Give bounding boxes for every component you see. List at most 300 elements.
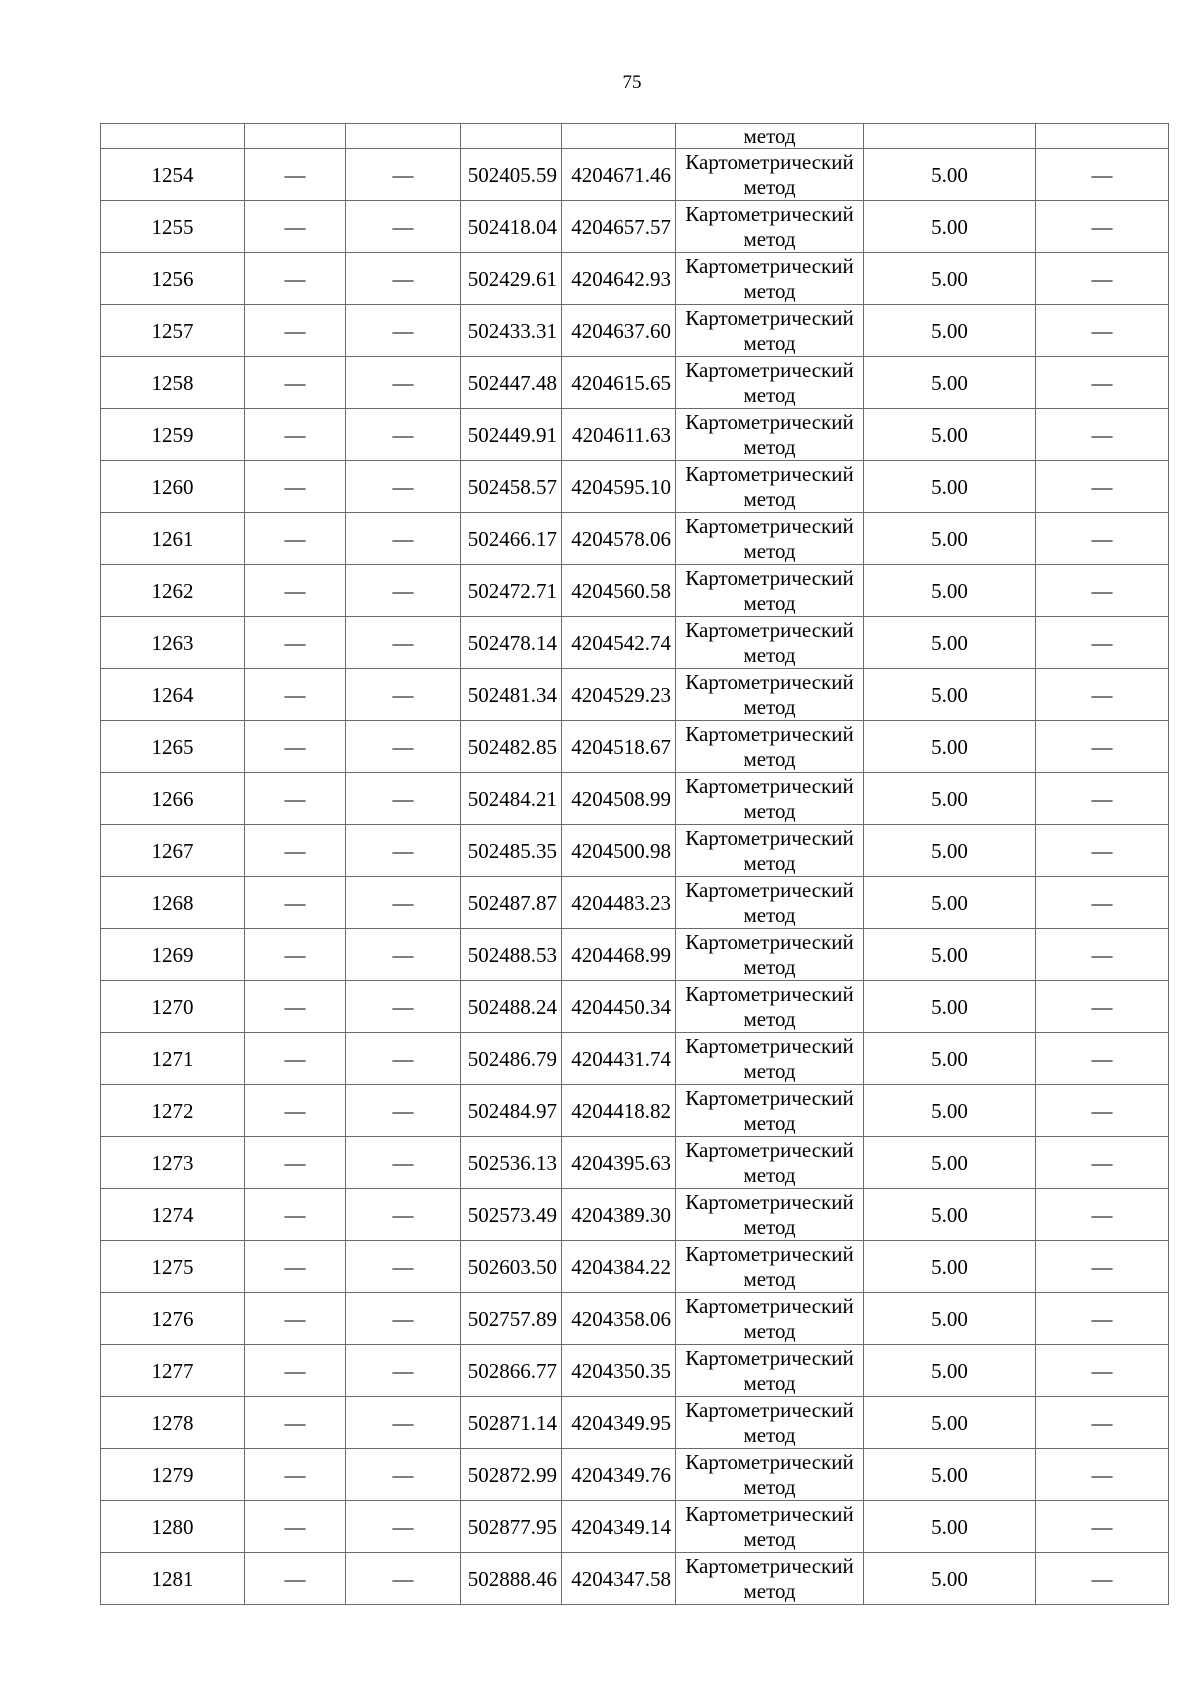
accuracy-cell: 5.00: [864, 1033, 1036, 1085]
method-line-1: Картометрический: [685, 929, 854, 954]
empty-value-cell: —: [1036, 721, 1169, 773]
y-coordinate-cell: 4204431.74: [562, 1033, 676, 1085]
empty-value-cell: —: [1036, 1085, 1169, 1137]
empty-value-cell: —: [346, 513, 461, 565]
y-coordinate-cell: 4204518.67: [562, 721, 676, 773]
empty-value-cell: —: [1036, 1397, 1169, 1449]
y-coordinate-cell: 4204611.63: [562, 409, 676, 461]
method-cell: [676, 1553, 864, 1605]
method-cell: [676, 1501, 864, 1553]
table-row: [101, 305, 1169, 357]
empty-value-cell: —: [346, 617, 461, 669]
point-number-cell: 1268: [101, 877, 245, 929]
method-line-1: Картометрический: [685, 1397, 854, 1422]
table-row: [101, 1293, 1169, 1345]
empty-value-cell: —: [1036, 929, 1169, 981]
method-line-2: метод: [743, 174, 796, 199]
empty-value-cell: —: [346, 981, 461, 1033]
table-row: [101, 929, 1169, 981]
empty-value-cell: —: [1036, 1345, 1169, 1397]
empty-value-cell: —: [1036, 825, 1169, 877]
point-number-cell: 1281: [101, 1553, 245, 1605]
empty-value-cell: —: [1036, 513, 1169, 565]
method-line-1: Картометрический: [685, 981, 854, 1006]
accuracy-cell: 5.00: [864, 1241, 1036, 1293]
method-cell: [676, 1085, 864, 1137]
empty-value-cell: —: [346, 149, 461, 201]
empty-value-cell: —: [245, 1293, 346, 1345]
method-line-2: метод: [743, 954, 796, 979]
x-coordinate-cell: 502481.34: [461, 669, 562, 721]
empty-value-cell: —: [245, 617, 346, 669]
point-number-cell: 1267: [101, 825, 245, 877]
method-cell: [676, 201, 864, 253]
method-line-2: метод: [743, 1162, 796, 1187]
method-line-2: метод: [743, 590, 796, 615]
point-number-cell: 1279: [101, 1449, 245, 1501]
point-number-cell: 1255: [101, 201, 245, 253]
point-number-cell: 1259: [101, 409, 245, 461]
table-row: [101, 669, 1169, 721]
x-coordinate-cell: 502573.49: [461, 1189, 562, 1241]
empty-value-cell: —: [346, 253, 461, 305]
method-line-2: метод: [743, 902, 796, 927]
accuracy-cell: 5.00: [864, 825, 1036, 877]
point-number-cell: 1254: [101, 149, 245, 201]
empty-value-cell: —: [245, 513, 346, 565]
point-number-cell: 1265: [101, 721, 245, 773]
empty-value-cell: —: [245, 669, 346, 721]
empty-value-cell: —: [346, 1553, 461, 1605]
accuracy-cell: 5.00: [864, 1137, 1036, 1189]
table-row: [101, 773, 1169, 825]
empty-value-cell: —: [1036, 981, 1169, 1033]
y-coordinate-cell: 4204468.99: [562, 929, 676, 981]
accuracy-cell: 5.00: [864, 461, 1036, 513]
method-cell: [676, 149, 864, 201]
method-line-2: метод: [743, 434, 796, 459]
empty-value-cell: —: [346, 1241, 461, 1293]
empty-value-cell: —: [1036, 357, 1169, 409]
method-cell: [676, 773, 864, 825]
method-line-2: метод: [743, 486, 796, 511]
x-coordinate-cell: 502603.50: [461, 1241, 562, 1293]
method-cell: [676, 565, 864, 617]
empty-value-cell: —: [245, 565, 346, 617]
empty-value-cell: —: [1036, 1189, 1169, 1241]
method-line-2: метод: [743, 1318, 796, 1343]
table-row: [101, 1137, 1169, 1189]
accuracy-cell: 5.00: [864, 409, 1036, 461]
empty-value-cell: —: [245, 201, 346, 253]
empty-value-cell: —: [346, 1189, 461, 1241]
x-coordinate-cell: 502485.35: [461, 825, 562, 877]
y-coordinate-cell: 4204560.58: [562, 565, 676, 617]
empty-value-cell: —: [1036, 1553, 1169, 1605]
method-line-1: Картометрический: [685, 1189, 854, 1214]
method-line-2: метод: [743, 538, 796, 563]
empty-value-cell: —: [245, 1345, 346, 1397]
method-cell: [676, 1345, 864, 1397]
table-row: [101, 409, 1169, 461]
point-number-cell: 1257: [101, 305, 245, 357]
accuracy-cell: 5.00: [864, 877, 1036, 929]
x-coordinate-cell: 502484.21: [461, 773, 562, 825]
accuracy-cell: 5.00: [864, 565, 1036, 617]
empty-value-cell: —: [346, 357, 461, 409]
table-cell: [1036, 124, 1169, 149]
empty-value-cell: —: [1036, 409, 1169, 461]
empty-value-cell: —: [245, 1501, 346, 1553]
method-line-2: метод: [743, 1110, 796, 1135]
empty-value-cell: —: [1036, 305, 1169, 357]
method-cell: [676, 877, 864, 929]
method-cell: [676, 929, 864, 981]
point-number-cell: 1263: [101, 617, 245, 669]
method-line-2: метод: [743, 1266, 796, 1291]
empty-value-cell: —: [1036, 201, 1169, 253]
empty-value-cell: —: [1036, 617, 1169, 669]
x-coordinate-cell: 502405.59: [461, 149, 562, 201]
method-line-1: Картометрический: [685, 617, 854, 642]
method-line-2: метод: [743, 330, 796, 355]
table-row: [101, 1033, 1169, 1085]
method-line-2: метод: [743, 226, 796, 251]
table-row: [101, 1553, 1169, 1605]
method-line-1: Картометрический: [685, 877, 854, 902]
empty-value-cell: —: [346, 1293, 461, 1345]
method-line-1: Картометрический: [685, 1345, 854, 1370]
empty-value-cell: —: [346, 877, 461, 929]
method-line-1: Картометрический: [685, 773, 854, 798]
method-cell: [676, 1137, 864, 1189]
empty-value-cell: —: [346, 201, 461, 253]
empty-value-cell: —: [346, 1449, 461, 1501]
method-cell: [676, 1241, 864, 1293]
x-coordinate-cell: 502482.85: [461, 721, 562, 773]
point-number-cell: 1278: [101, 1397, 245, 1449]
y-coordinate-cell: 4204642.93: [562, 253, 676, 305]
table-cell: [346, 124, 461, 149]
empty-value-cell: —: [346, 409, 461, 461]
empty-value-cell: —: [1036, 773, 1169, 825]
coordinates-table: [100, 123, 1169, 1605]
empty-value-cell: —: [1036, 253, 1169, 305]
empty-value-cell: —: [346, 1137, 461, 1189]
x-coordinate-cell: 502872.99: [461, 1449, 562, 1501]
method-cell: [676, 357, 864, 409]
accuracy-cell: 5.00: [864, 981, 1036, 1033]
empty-value-cell: —: [1036, 1033, 1169, 1085]
accuracy-cell: 5.00: [864, 305, 1036, 357]
empty-value-cell: —: [245, 1241, 346, 1293]
point-number-cell: 1274: [101, 1189, 245, 1241]
y-coordinate-cell: 4204384.22: [562, 1241, 676, 1293]
point-number-cell: 1260: [101, 461, 245, 513]
point-number-cell: 1256: [101, 253, 245, 305]
empty-value-cell: —: [1036, 1293, 1169, 1345]
table-row: [101, 149, 1169, 201]
empty-value-cell: —: [245, 149, 346, 201]
empty-value-cell: —: [245, 253, 346, 305]
y-coordinate-cell: 4204347.58: [562, 1553, 676, 1605]
x-coordinate-cell: 502536.13: [461, 1137, 562, 1189]
empty-value-cell: —: [245, 773, 346, 825]
method-line-2: метод: [743, 1370, 796, 1395]
x-coordinate-cell: 502447.48: [461, 357, 562, 409]
empty-value-cell: —: [245, 1449, 346, 1501]
x-coordinate-cell: 502487.87: [461, 877, 562, 929]
empty-value-cell: —: [245, 1033, 346, 1085]
y-coordinate-cell: 4204508.99: [562, 773, 676, 825]
method-line-1: Картометрический: [685, 409, 854, 434]
point-number-cell: 1272: [101, 1085, 245, 1137]
x-coordinate-cell: 502871.14: [461, 1397, 562, 1449]
method-line-1: Картометрический: [685, 201, 854, 226]
accuracy-cell: 5.00: [864, 253, 1036, 305]
empty-value-cell: —: [1036, 877, 1169, 929]
method-line-1: Картометрический: [685, 149, 854, 174]
accuracy-cell: 5.00: [864, 1501, 1036, 1553]
x-coordinate-cell: 502472.71: [461, 565, 562, 617]
table-row: [101, 1345, 1169, 1397]
x-coordinate-cell: 502484.97: [461, 1085, 562, 1137]
y-coordinate-cell: 4204578.06: [562, 513, 676, 565]
x-coordinate-cell: 502486.79: [461, 1033, 562, 1085]
empty-value-cell: —: [1036, 1501, 1169, 1553]
method-cell: [676, 721, 864, 773]
empty-value-cell: —: [346, 1397, 461, 1449]
method-cell: [676, 1449, 864, 1501]
empty-value-cell: —: [346, 1345, 461, 1397]
method-line-2: метод: [743, 1422, 796, 1447]
method-line-1: Картометрический: [685, 721, 854, 746]
method-line-1: Картометрический: [685, 305, 854, 330]
empty-value-cell: —: [1036, 461, 1169, 513]
method-line-1: Картометрический: [685, 1241, 854, 1266]
empty-value-cell: —: [346, 305, 461, 357]
accuracy-cell: 5.00: [864, 1293, 1036, 1345]
y-coordinate-cell: 4204529.23: [562, 669, 676, 721]
table-row: [101, 1085, 1169, 1137]
method-line-1: Картометрический: [685, 669, 854, 694]
accuracy-cell: 5.00: [864, 1345, 1036, 1397]
x-coordinate-cell: 502877.95: [461, 1501, 562, 1553]
empty-value-cell: —: [346, 825, 461, 877]
empty-value-cell: —: [1036, 149, 1169, 201]
accuracy-cell: 5.00: [864, 1553, 1036, 1605]
method-line-2: метод: [743, 1526, 796, 1551]
table-row: [101, 253, 1169, 305]
empty-value-cell: —: [1036, 565, 1169, 617]
accuracy-cell: 5.00: [864, 1449, 1036, 1501]
y-coordinate-cell: 4204657.57: [562, 201, 676, 253]
empty-value-cell: —: [245, 461, 346, 513]
table-cell: [562, 124, 676, 149]
method-line-2: метод: [743, 1474, 796, 1499]
table-row: [101, 617, 1169, 669]
empty-value-cell: —: [346, 773, 461, 825]
y-coordinate-cell: 4204418.82: [562, 1085, 676, 1137]
table-row: [101, 1449, 1169, 1501]
table-row: [101, 877, 1169, 929]
method-line-1: Картометрический: [685, 1033, 854, 1058]
table-row: [101, 1189, 1169, 1241]
method-cell: [676, 825, 864, 877]
point-number-cell: 1271: [101, 1033, 245, 1085]
x-coordinate-cell: 502466.17: [461, 513, 562, 565]
empty-value-cell: —: [245, 981, 346, 1033]
accuracy-cell: 5.00: [864, 149, 1036, 201]
empty-value-cell: —: [346, 1033, 461, 1085]
accuracy-cell: 5.00: [864, 357, 1036, 409]
method-line-1: Картометрический: [685, 357, 854, 382]
method-line-1: Картометрический: [685, 565, 854, 590]
method-line-1: Картометрический: [685, 461, 854, 486]
method-line-1: Картометрический: [685, 1293, 854, 1318]
y-coordinate-cell: 4204349.76: [562, 1449, 676, 1501]
table-row: [101, 981, 1169, 1033]
table-body: [101, 124, 1169, 1605]
table-row: [101, 201, 1169, 253]
empty-value-cell: —: [245, 409, 346, 461]
accuracy-cell: 5.00: [864, 201, 1036, 253]
method-line-2: метод: [743, 746, 796, 771]
y-coordinate-cell: 4204542.74: [562, 617, 676, 669]
x-coordinate-cell: 502433.31: [461, 305, 562, 357]
empty-value-cell: —: [245, 357, 346, 409]
table-row: [101, 721, 1169, 773]
x-coordinate-cell: 502429.61: [461, 253, 562, 305]
table-cell: [864, 124, 1036, 149]
method-cell: [676, 1293, 864, 1345]
y-coordinate-cell: 4204395.63: [562, 1137, 676, 1189]
method-cell: метод: [676, 124, 864, 149]
method-line-2: метод: [743, 1058, 796, 1083]
table-cell: [245, 124, 346, 149]
method-line-1: Картометрический: [685, 1085, 854, 1110]
x-coordinate-cell: 502458.57: [461, 461, 562, 513]
y-coordinate-cell: 4204483.23: [562, 877, 676, 929]
method-line-1: Картометрический: [685, 253, 854, 278]
method-line-2: метод: [743, 694, 796, 719]
empty-value-cell: —: [346, 721, 461, 773]
y-coordinate-cell: 4204595.10: [562, 461, 676, 513]
method-line-2: метод: [743, 1006, 796, 1031]
empty-value-cell: —: [245, 1189, 346, 1241]
method-cell: [676, 513, 864, 565]
empty-value-cell: —: [346, 565, 461, 617]
x-coordinate-cell: 502418.04: [461, 201, 562, 253]
method-line-2: метод: [743, 278, 796, 303]
x-coordinate-cell: 502888.46: [461, 1553, 562, 1605]
method-cell: [676, 1397, 864, 1449]
empty-value-cell: —: [245, 1085, 346, 1137]
y-coordinate-cell: 4204349.14: [562, 1501, 676, 1553]
point-number-cell: 1266: [101, 773, 245, 825]
empty-value-cell: —: [1036, 1137, 1169, 1189]
empty-value-cell: —: [346, 929, 461, 981]
table-row: [101, 461, 1169, 513]
x-coordinate-cell: 502478.14: [461, 617, 562, 669]
method-cell: [676, 1189, 864, 1241]
x-coordinate-cell: 502757.89: [461, 1293, 562, 1345]
accuracy-cell: 5.00: [864, 929, 1036, 981]
point-number-cell: 1273: [101, 1137, 245, 1189]
point-number-cell: 1262: [101, 565, 245, 617]
x-coordinate-cell: 502488.53: [461, 929, 562, 981]
method-cell: [676, 981, 864, 1033]
table-cell: [461, 124, 562, 149]
table-row: [101, 513, 1169, 565]
method-line-2: метод: [743, 798, 796, 823]
method-cell: [676, 669, 864, 721]
table-row: [101, 825, 1169, 877]
point-number-cell: 1270: [101, 981, 245, 1033]
method-cell: [676, 461, 864, 513]
method-line-2: метод: [743, 1578, 796, 1603]
y-coordinate-cell: 4204637.60: [562, 305, 676, 357]
method-line-1: Картометрический: [685, 513, 854, 538]
continued-row: [101, 124, 1169, 149]
accuracy-cell: 5.00: [864, 773, 1036, 825]
empty-value-cell: —: [346, 1501, 461, 1553]
method-cell: [676, 617, 864, 669]
method-cell: [676, 305, 864, 357]
method-cell: [676, 409, 864, 461]
method-line-1: Картометрический: [685, 1501, 854, 1526]
table-row: [101, 357, 1169, 409]
accuracy-cell: 5.00: [864, 1397, 1036, 1449]
method-cell: [676, 253, 864, 305]
y-coordinate-cell: 4204349.95: [562, 1397, 676, 1449]
point-number-cell: 1258: [101, 357, 245, 409]
method-cell: [676, 1033, 864, 1085]
point-number-cell: 1275: [101, 1241, 245, 1293]
point-number-cell: 1277: [101, 1345, 245, 1397]
x-coordinate-cell: 502449.91: [461, 409, 562, 461]
empty-value-cell: —: [346, 669, 461, 721]
y-coordinate-cell: 4204350.35: [562, 1345, 676, 1397]
accuracy-cell: 5.00: [864, 669, 1036, 721]
empty-value-cell: —: [245, 721, 346, 773]
accuracy-cell: 5.00: [864, 617, 1036, 669]
method-line-2: метод: [743, 382, 796, 407]
method-line-1: Картометрический: [685, 825, 854, 850]
y-coordinate-cell: 4204450.34: [562, 981, 676, 1033]
accuracy-cell: 5.00: [864, 513, 1036, 565]
accuracy-cell: 5.00: [864, 1189, 1036, 1241]
method-line-2: метод: [743, 642, 796, 667]
method-line-1: Картометрический: [685, 1449, 854, 1474]
table-row: [101, 1397, 1169, 1449]
point-number-cell: 1269: [101, 929, 245, 981]
method-line-1: Картометрический: [685, 1553, 854, 1578]
method-line-2: метод: [743, 850, 796, 875]
table-row: [101, 565, 1169, 617]
empty-value-cell: —: [245, 929, 346, 981]
y-coordinate-cell: 4204389.30: [562, 1189, 676, 1241]
method-line-2: метод: [743, 1214, 796, 1239]
point-number-cell: 1276: [101, 1293, 245, 1345]
x-coordinate-cell: 502866.77: [461, 1345, 562, 1397]
page-number: 75: [622, 72, 642, 93]
point-number-cell: 1264: [101, 669, 245, 721]
empty-value-cell: —: [346, 461, 461, 513]
empty-value-cell: —: [1036, 669, 1169, 721]
empty-value-cell: —: [245, 1137, 346, 1189]
table-row: [101, 1241, 1169, 1293]
